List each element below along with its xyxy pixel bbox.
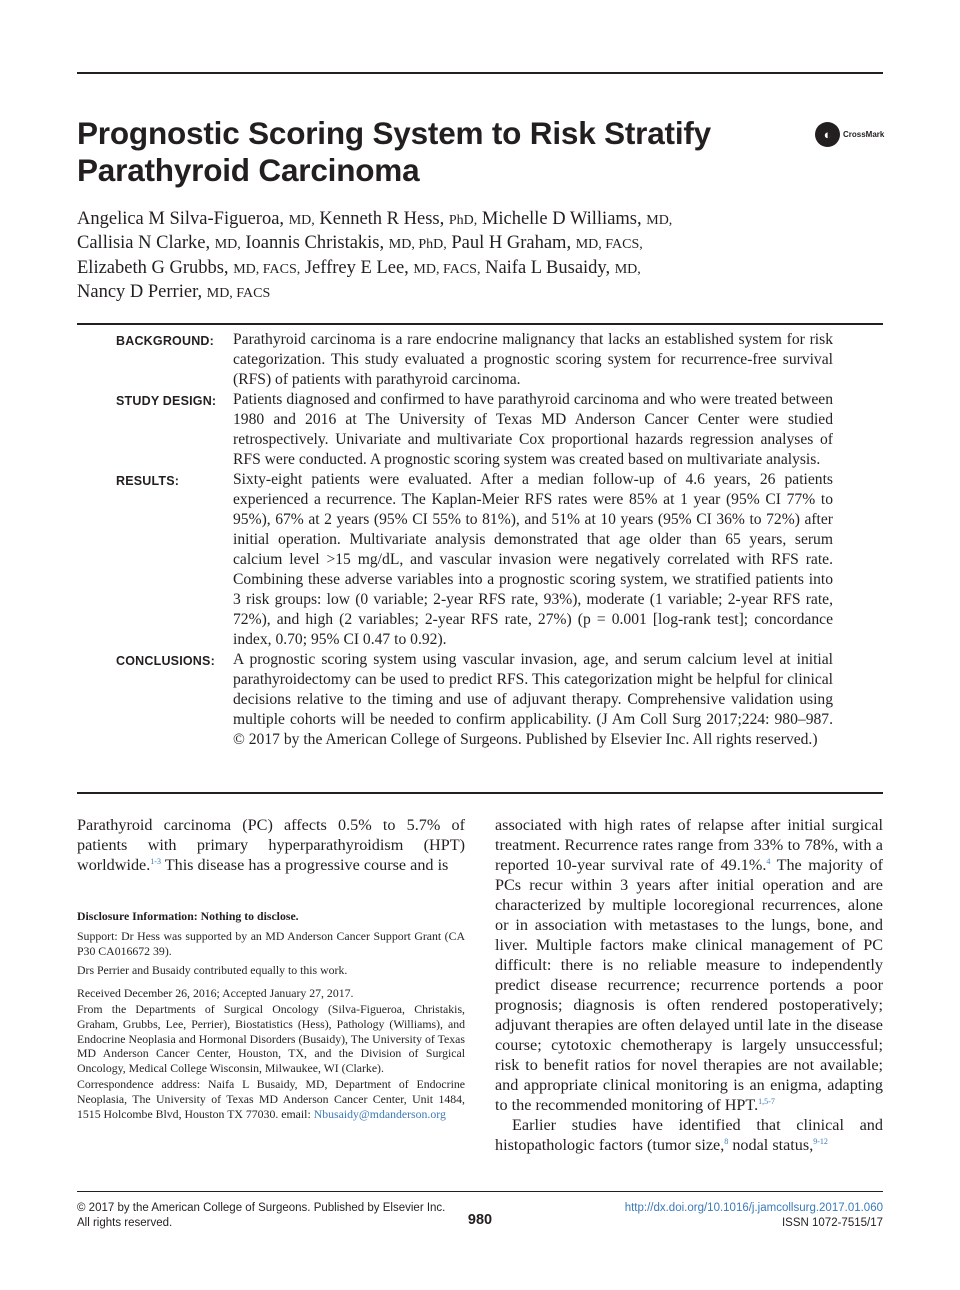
- author-name: Michelle D Williams,: [481, 209, 642, 229]
- citation-link[interactable]: 4: [766, 857, 771, 866]
- author-name: Callisia N Clarke,: [77, 233, 211, 254]
- author-name: Naifa L Busaidy,: [485, 257, 611, 278]
- intro-text: Parathyroid carcinoma (PC) affects 0.5% to 5.7% of patients with primary hyperparathyroidism (HPT) worldwide.: [77, 816, 465, 874]
- top-rule: [77, 72, 883, 74]
- citation-link[interactable]: 1,5-7: [758, 1097, 775, 1106]
- body-text: The majority of PCs recur within 3 years after initial operation and are characterized by multiple locoregional recurrences, alone or in association with metastases to the lungs, bone, and liver. Multiple factors make clinical management of PC difficult: there is no reliable measure to independently predict disease recurrence; recurrence portends a poor prognosis; diagnosis is often rendered postoperatively; adjuvant therapies are often delayed until late in the disease course; cytotoxic chemotherapy is largely unsuccessful; risk to benefit ratios for novel therapies are not available; and appropriate clinical monitoring is an enigma, adapting to the recommended monitoring of HPT.: [495, 856, 883, 1114]
- right-column: [495, 815, 883, 1155]
- intro-text-tail: This disease has a progressive course and is: [160, 856, 449, 874]
- intro-paragraph: [77, 815, 465, 875]
- abstract-conclusions: [77, 650, 883, 750]
- author-degree: MD,: [646, 213, 673, 228]
- abstract-text: Sixty-eight patients were evaluated. After a median follow-up of 4.6 years, 26 patients experienced a recurrence. The Kaplan-Meier RFS rates were 85% at 1 year (95% CI 77% to 95%), 67% at 2 years (95% CI 55% to 81%), and 51% at 10 years (95% CI 36% to 72%) after initial operation. Multivariate analysis demonstrated that age older than 65 years, serum calcium level >15 mg/dL, and vascular invasion were negatively correlated with RFS rate. Combining these adverse variables into a prognostic scoring system, we stratified patients into 3 risk groups: low (0 variable; 2-year RFS rate, 93%), moderate (1 variable; 2-year RFS rate, 72%), and high (2 variables; 2-year RFS rate, 27%) (p = 0.001 [log-rank test]; concordance index, 0.70; 95% CI 0.47 to 0.92).: [233, 471, 833, 648]
- citation-link[interactable]: 9-12: [813, 1137, 828, 1146]
- author-name: Jeffrey E Lee,: [304, 257, 409, 278]
- author-name: Angelica M Silva-Figueroa,: [77, 209, 285, 229]
- equal-contribution-note: Drs Perrier and Busaidy contributed equally to this work.: [77, 963, 348, 978]
- author-name: Ioannis Christakis,: [245, 233, 385, 254]
- abstract-top-rule: [77, 323, 883, 325]
- footer-rule: [77, 1191, 883, 1192]
- body-paragraph-2: [495, 1115, 883, 1155]
- disclosure-note: Disclosure Information: Nothing to disclose.: [77, 909, 299, 923]
- footer-copyright: [77, 1201, 445, 1231]
- author-degree: MD,: [214, 237, 241, 253]
- body-text: Earlier studies have identified that clinical and histopathologic factors (tumor size,: [495, 1116, 883, 1154]
- rights-text: All rights reserved.: [77, 1217, 173, 1229]
- crossmark-icon: ◐: [815, 122, 840, 147]
- abstract: [77, 330, 883, 750]
- correspondence-text: Correspondence address: Naifa L Busaidy, MD, Department of Endocrine Neoplasia, The University of Texas MD Anderson Cancer Center, Unit 1484, 1515 Holcombe Blvd, Houston TX 77030. email:: [77, 1076, 465, 1121]
- affiliations-note: From the Departments of Surgical Oncology (Silva-Figueroa, Christakis, Graham, Grubbs, Lee, Perrier), Biostatistics (Hess), Pathology (Williams), and Endocrine Neoplasia and Hormonal Disorders (Busaidy), The University of Texas MD Anderson Cancer Center, Houston, TX, and the Division of Surgical Oncology, Medical College Wisconsin, Milwaukee, WI (Clarke).: [77, 1001, 465, 1076]
- page-number: 980: [467, 1212, 493, 1228]
- footnotes: [77, 909, 465, 1121]
- support-note: Support: Dr Hess was supported by an MD Anderson Cancer Support Grant (CA P30 CA016672 39).: [77, 928, 465, 958]
- abstract-background: [77, 330, 883, 390]
- author-degree: MD, FACS,: [575, 237, 643, 253]
- author-degree: PhD,: [448, 213, 478, 228]
- abstract-study-design: [77, 390, 883, 470]
- author-name: Paul H Graham,: [451, 233, 572, 254]
- abstract-results: [77, 470, 883, 650]
- author-degree: MD,: [288, 213, 315, 228]
- email-link[interactable]: Nbusaidy@mdanderson.org: [313, 1106, 446, 1121]
- citation-link[interactable]: 1-3: [150, 857, 161, 866]
- author-degree: MD, PhD,: [388, 237, 447, 253]
- body-paragraph-1: [495, 815, 883, 1115]
- crossmark-label: CrossMark: [843, 129, 885, 139]
- abstract-label: RESULTS:: [116, 474, 180, 488]
- abstract-label: CONCLUSIONS:: [116, 654, 215, 668]
- abstract-text: A prognostic scoring system using vascular invasion, age, and serum calcium level at initial parathyroidectomy can be used to predict RFS. This categorization might be helpful for clinical decisions relative to the timing and use of adjuvant therapy. Comprehensive validation using multiple cohorts will be needed to confirm applicability. (J Am Coll Surg 2017;224: 980–987. © 2017 by the American College of Surgeons. Published by Elsevier Inc. All rights reserved.): [233, 651, 833, 748]
- copyright-text: © 2017 by the American College of Surgeons. Published by Elsevier Inc.: [77, 1202, 446, 1214]
- doi-link[interactable]: http://dx.doi.org/10.1016/j.jamcollsurg.2017.01.060: [624, 1202, 883, 1214]
- author-name: Kenneth R Hess,: [319, 209, 445, 229]
- abstract-text: Patients diagnosed and confirmed to have parathyroid carcinoma and who were treated between 1980 and 2016 at The University of Texas MD Anderson Cancer Center were studied retrospectively. Univariate and multivariate Cox proportional hazards regression analyses of RFS were conducted. A prognostic scoring system was created based on multivariate analysis.: [233, 391, 833, 468]
- left-column: [77, 815, 465, 1122]
- abstract-label: BACKGROUND:: [116, 334, 215, 348]
- author-degree: MD, FACS,: [233, 261, 301, 277]
- abstract-bottom-rule: [77, 792, 883, 794]
- received-note: Received December 26, 2016; Accepted January 27, 2017.: [77, 986, 354, 1001]
- author-degree: MD, FACS: [206, 286, 271, 302]
- abstract-text: Parathyroid carcinoma is a rare endocrine malignancy that lacks an established system for risk categorization. This study evaluated a prognostic scoring system for recurrence-free survival (RFS) of patients with parathyroid carcinoma.: [233, 331, 833, 388]
- footer-doi: [625, 1201, 883, 1231]
- correspondence-note: [77, 1077, 465, 1121]
- crossmark-badge[interactable]: [815, 121, 887, 147]
- author-degree: MD, FACS,: [413, 261, 481, 277]
- issn-text: ISSN 1072-7515/17: [781, 1217, 883, 1229]
- body-text: associated with high rates of relapse after initial surgical treatment. Recurrence rates range from 33% to 78%, with a reported 10-year survival rate of 49.1%.: [495, 816, 883, 874]
- abstract-label: STUDY DESIGN:: [116, 394, 217, 408]
- author-name: Nancy D Perrier,: [77, 282, 203, 303]
- author-list: [77, 208, 737, 306]
- author-name: Elizabeth G Grubbs,: [77, 257, 229, 278]
- article-title: Prognostic Scoring System to Risk Stratify Parathyroid Carcinoma: [77, 115, 711, 188]
- body-text: nodal status,: [728, 1136, 814, 1154]
- author-degree: MD,: [614, 261, 641, 277]
- citation-link[interactable]: 8: [724, 1137, 729, 1146]
